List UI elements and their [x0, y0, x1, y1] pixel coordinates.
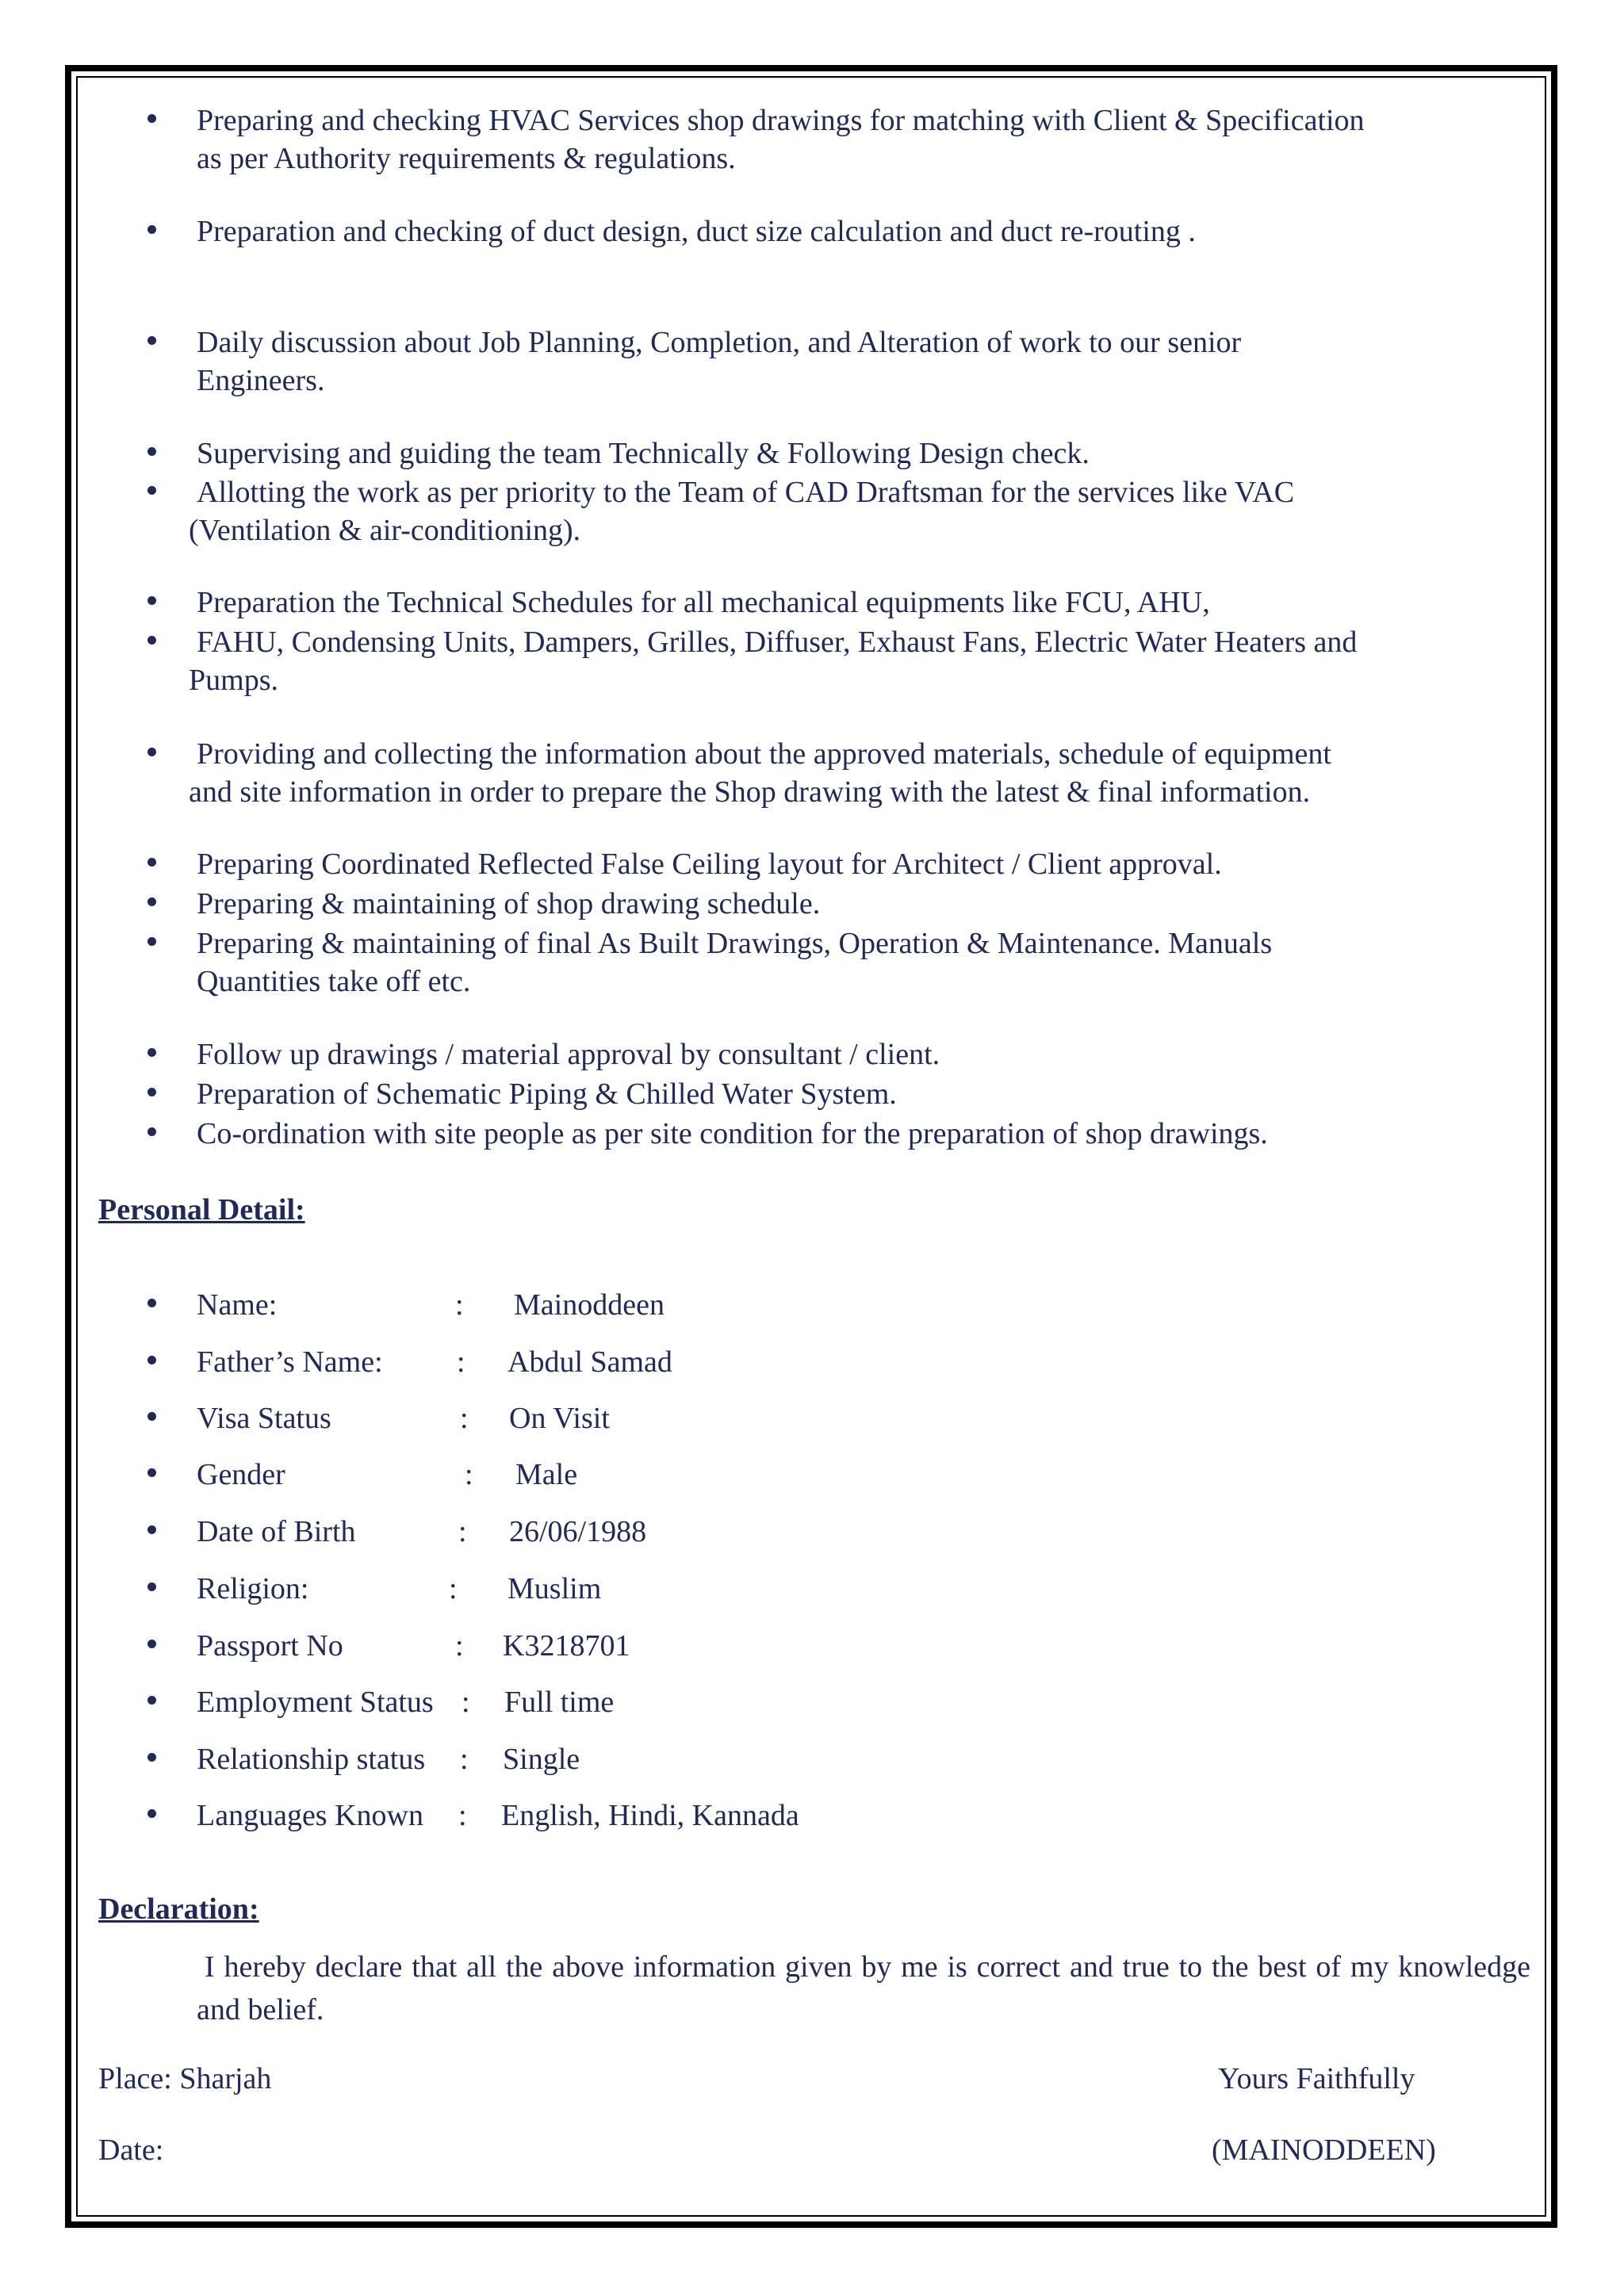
detail-value: 26/06/1988 [509, 1515, 647, 1548]
detail-value: English, Hindi, Kannada [501, 1799, 799, 1832]
duty-item: Preparation and checking of duct design, duct size calculation and duct re-routing . [197, 215, 1196, 248]
bullet-icon [144, 225, 160, 241]
signature-name: (MAINODDEEN) [1212, 2133, 1436, 2167]
detail-colon: : [455, 1629, 464, 1663]
detail-label: Gender [197, 1458, 285, 1491]
bullet-icon [144, 1412, 160, 1428]
bullet-icon [144, 858, 160, 874]
bullet-icon [144, 1468, 160, 1484]
detail-colon: : [465, 1458, 473, 1491]
bullet-icon [144, 1809, 160, 1825]
bullet-icon [144, 447, 160, 463]
personal-detail-heading: Personal Detail: [98, 1193, 305, 1226]
detail-colon: : [460, 1402, 469, 1435]
bullet-icon [144, 1048, 160, 1064]
bullet-icon [144, 1696, 160, 1712]
bullet-icon [144, 897, 160, 913]
detail-colon: : [458, 1515, 467, 1548]
bullet-icon [144, 1525, 160, 1541]
detail-colon: : [455, 1288, 464, 1322]
detail-value: Single [503, 1743, 580, 1776]
detail-value: Mainoddeen [514, 1288, 665, 1322]
detail-value: On Visit [509, 1402, 610, 1435]
detail-value: Male [515, 1458, 578, 1491]
detail-value: Muslim [508, 1572, 602, 1605]
detail-label: Languages Known [197, 1799, 423, 1832]
bullet-icon [144, 748, 160, 763]
bullet-icon [144, 1753, 160, 1769]
duty-item: Preparation of Schematic Piping & Chilled Water System. [197, 1077, 897, 1111]
detail-label: Visa Status [197, 1402, 331, 1435]
duty-item: Allotting the work as per priority to the Team of CAD Draftsman for the services like VAC (Ventilation & air-conditioning). [189, 476, 1295, 547]
detail-label: Name: [197, 1288, 278, 1322]
duty-item: Preparing & maintaining of final As Built Drawings, Operation & Maintenance. Manuals Quantities take off etc. [197, 927, 1273, 998]
bullet-icon [144, 1356, 160, 1372]
duty-item: Providing and collecting the information about the approved materials, schedule of equipment and site information in order to prepare the Shop drawing with the latest & final information. [189, 737, 1331, 809]
place-line: Place: Sharjah [98, 2062, 272, 2095]
bullet-icon [144, 1299, 160, 1314]
detail-label: Religion: [197, 1572, 309, 1605]
bullet-icon [144, 1582, 160, 1598]
detail-label: Date of Birth [197, 1515, 356, 1548]
bullet-icon [144, 336, 160, 352]
detail-colon: : [458, 1799, 467, 1832]
date-line: Date: [98, 2133, 164, 2167]
duty-item: Preparation the Technical Schedules for all mechanical equipments like FCU, AHU, [197, 586, 1210, 619]
detail-colon: : [460, 1743, 469, 1776]
duty-item: Supervising and guiding the team Technically & Following Design check. [197, 437, 1090, 470]
detail-label: Father’s Name: [197, 1345, 383, 1379]
duty-item: Preparing Coordinated Reflected False Ceiling layout for Architect / Client approval. [197, 848, 1222, 881]
bullet-icon [144, 114, 160, 130]
bullet-icon [144, 1127, 160, 1143]
duty-item: Preparing and checking HVAC Services shop drawings for matching with Client & Specification as per Authority requirements & regulations. [197, 104, 1365, 175]
duty-item: Daily discussion about Job Planning, Completion, and Alteration of work to our senior Engineers. [197, 326, 1242, 397]
detail-colon: : [462, 1686, 470, 1719]
bullet-icon [144, 1088, 160, 1104]
duty-item: Follow up drawings / material approval by consultant / client. [197, 1038, 940, 1071]
detail-label: Passport No [197, 1629, 343, 1663]
duty-item: Co-ordination with site people as per site condition for the preparation of shop drawings. [197, 1117, 1268, 1150]
duty-item: Preparing & maintaining of shop drawing schedule. [197, 887, 821, 920]
declaration-text: I hereby declare that all the above information given by me is correct and true to the best of my knowledge and belief. [197, 1950, 1530, 2026]
closing-line: Yours Faithfully [1218, 2062, 1415, 2095]
detail-value: Abdul Samad [508, 1345, 672, 1379]
bullet-icon [144, 636, 160, 652]
duty-item: FAHU, Condensing Units, Dampers, Grilles, Diffuser, Exhaust Fans, Electric Water Heaters and Pumps. [189, 626, 1358, 697]
detail-colon: : [449, 1572, 458, 1605]
declaration-heading: Declaration: [98, 1892, 259, 1926]
bullet-icon [144, 937, 160, 953]
detail-label: Relationship status [197, 1743, 426, 1776]
detail-label: Employment Status [197, 1686, 434, 1719]
detail-value: Full time [504, 1686, 615, 1719]
bullet-icon [144, 596, 160, 612]
bullet-icon [144, 1640, 160, 1655]
detail-colon: : [457, 1345, 465, 1379]
detail-value: K3218701 [503, 1629, 630, 1663]
bullet-icon [144, 486, 160, 502]
